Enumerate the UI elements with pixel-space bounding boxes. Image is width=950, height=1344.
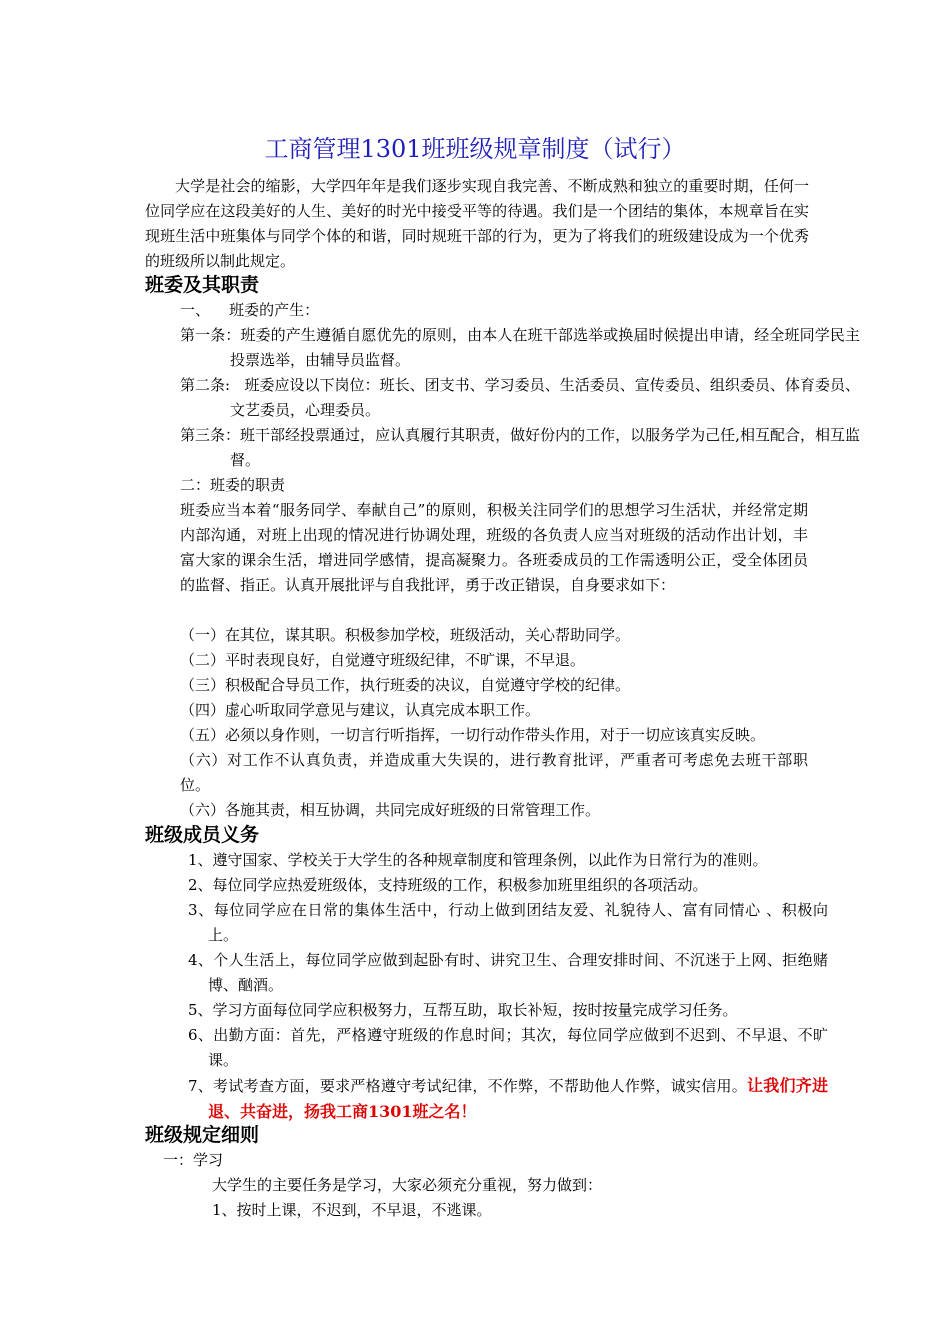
study-rule-item: 1、按时上课，不迟到，不早退，不逃课。 <box>212 1201 492 1219</box>
duty-item: （二）平时表现良好，自觉遵守班级纪律，不旷课，不早退。 <box>180 651 586 669</box>
duty-item: （五）必须以身作则，一切言行听指挥，一切行动作带头作用，对于一切应该真实反映。 <box>180 726 766 744</box>
duty-item: （六）各施其责，相互协调，共同完成好班级的日常管理工作。 <box>180 801 601 819</box>
article-2: 第二条: 班委应设以下岗位：班长、团支书、学习委员、生活委员、宣传委员、组织委员、体育委员、文艺委员，心理委员。 <box>180 376 860 419</box>
section-heading-member-duties: 班级成员义务 <box>145 824 260 846</box>
member-duty-item: 6、出勤方面：首先，严格遵守班级的作息时间；其次，每位同学应做到不迟到、不早退、不旷课。 <box>188 1026 828 1069</box>
subheading-committee-formation: 一、 班委的产生： <box>180 301 320 319</box>
section-heading-rules: 班级规定细则 <box>145 1124 260 1146</box>
duty-item: （六）对工作不认真负责，并造成重大失误的，进行教育批评，严重者可考虑免去班干部职位。 <box>180 751 808 794</box>
class-slogan: 让我们齐进退、共奋进，扬我工商1301班之名！ <box>208 1076 828 1121</box>
member-duty-item: 2、每位同学应热爱班级体，支持班级的工作，积极参加班里组织的各项活动。 <box>188 876 708 894</box>
duty-item: （三）积极配合导员工作，执行班委的决议，自觉遵守学校的纪律。 <box>180 676 631 694</box>
article-1: 第一条：班委的产生遵循自愿优先的原则，由本人在班干部选举或换届时候提出申请，经全班同学民主投票选举，由辅导员监督。 <box>180 326 860 369</box>
article-3: 第三条：班干部经投票通过，应认真履行其职责，做好份内的工作，以服务学为己任,相互配合，相互监督。 <box>180 426 860 469</box>
duties-paragraph: 班委应当本着“服务同学、奉献自己”的原则，积极关注同学们的思想学习生活状，并经常定期内部沟通，对班上出现的情况进行协调处理，班级的各负责人应当对班级的活动作出计划，丰富大家的课余生活，增进同学感情，提高凝聚力。各班委成员的工作需透明公正，受全体团员的监督、指正。认真开展批评与自我批评，勇于改正错误，自身要求如下： <box>180 501 808 594</box>
subheading-committee-duties: 二：班委的职责 <box>180 476 286 494</box>
duty-item: （四）虚心听取同学意见与建议，认真完成本职工作。 <box>180 701 541 719</box>
member-duty-item: 4、个人生活上，每位同学应做到起卧有时、讲究卫生、合理安排时间、不沉迷于上网、拒绝赌博、酗酒。 <box>188 951 828 994</box>
document-title: 工商管理1301班班级规章制度（试行） <box>264 135 686 163</box>
member-duty-item-7 <box>188 1073 828 1125</box>
member-duty-item: 5、学习方面每位同学应积极努力，互帮互助，取长补短，按时按量完成学习任务。 <box>188 1001 738 1019</box>
subheading-study: 一：学习 <box>163 1151 224 1169</box>
duty-item: （一）在其位，谋其职。积极参加学校，班级活动，关心帮助同学。 <box>180 626 631 644</box>
intro-paragraph: 大学是社会的缩影，大学四年年是我们逐步实现自我完善、不断成熟和独立的重要时期，任何一位同学应在这段美好的人生、美好的时光中接受平等的待遇。我们是一个团结的集体，本规章旨在实现班生活中班集体与同学个体的和谐，同时规班干部的行为，更为了将我们的班级建设成为一个优秀的班级所以制此规定。 <box>145 177 809 270</box>
study-text: 大学生的主要任务是学习，大家必须充分重视，努力做到： <box>212 1176 603 1194</box>
exam-rule-text: 7、考试考查方面，要求严格遵守考试纪律，不作弊，不帮助他人作弊，诚实信用。 <box>188 1077 747 1095</box>
member-duty-item: 3、每位同学应在日常的集体生活中，行动上做到团结友爱、礼貌待人、富有同情心 、积极向上。 <box>188 901 828 944</box>
member-duty-item: 1、遵守国家、学校关于大学生的各种规章制度和管理条例，以此作为日常行为的准则。 <box>188 851 768 869</box>
section-heading-committee: 班委及其职责 <box>145 274 260 296</box>
